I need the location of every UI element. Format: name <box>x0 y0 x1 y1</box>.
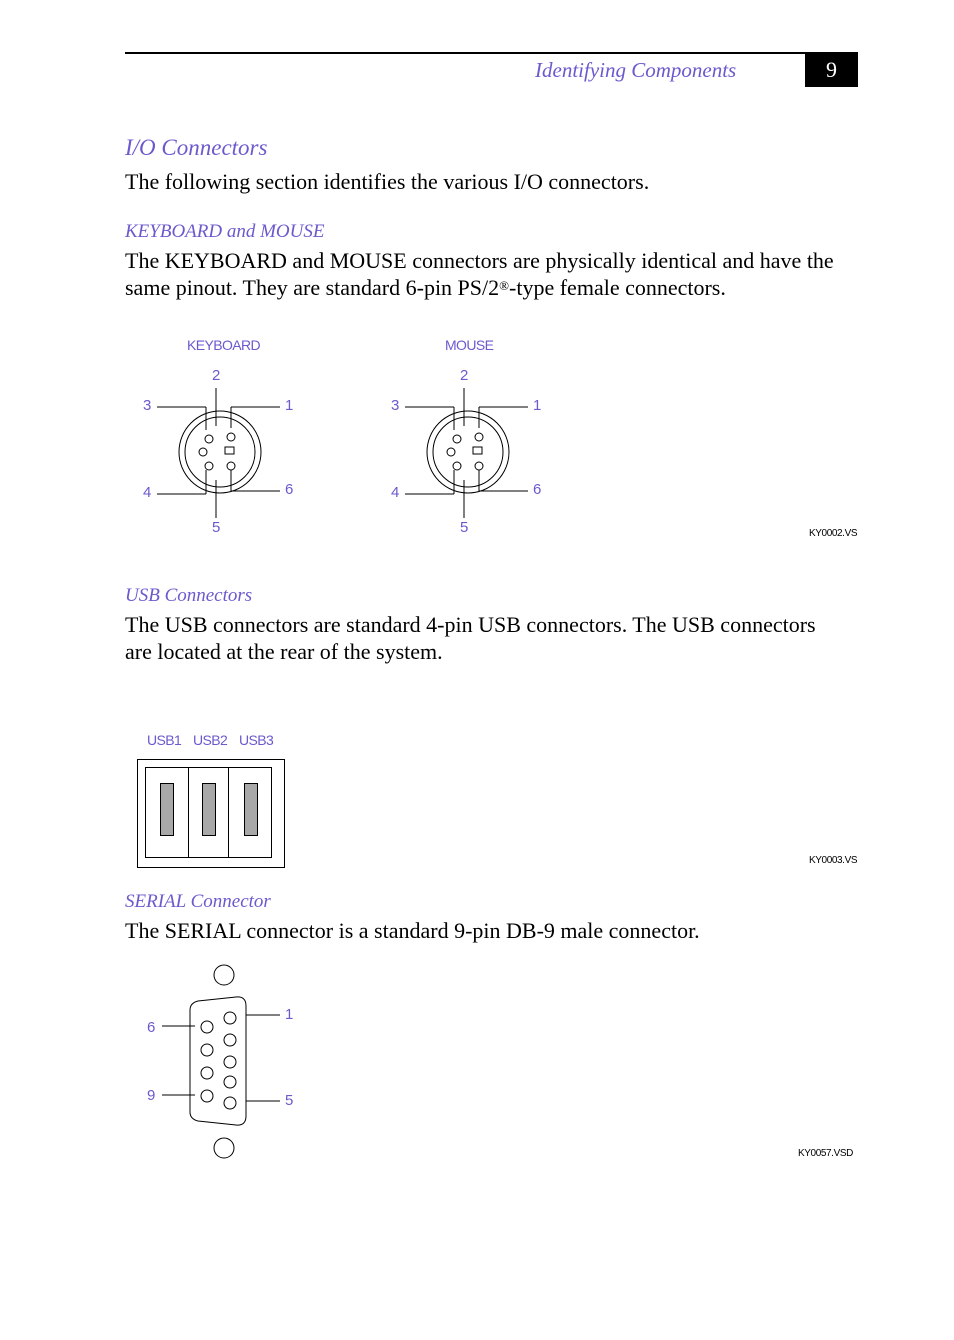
usb3-port-contact <box>245 784 258 836</box>
mouse-pin-5-label: 5 <box>460 519 469 536</box>
mouse-pin-4-label: 4 <box>391 484 400 501</box>
keyboard-pin-6-label: 6 <box>285 481 294 498</box>
mouse-label: MOUSE <box>445 337 494 353</box>
usb1-port-contact <box>161 784 174 836</box>
mouse-pin-3-label: 3 <box>391 397 400 414</box>
mouse-ps2-connector-diagram <box>388 360 558 540</box>
keyboard-mouse-text-part2: -type female connectors. <box>509 275 726 300</box>
keyboard-mouse-text-part1: The KEYBOARD and MOUSE connectors are physically identical and have the same pinout. They are standard 6-pin PS/2 <box>125 248 834 300</box>
serial-text: The SERIAL connector is a standard 9-pin DB-9 male connector. <box>125 918 700 943</box>
keyboard-mouse-text <box>125 247 845 301</box>
running-title: Identifying Components <box>535 58 737 82</box>
usb-text: The USB connectors are standard 4-pin USB connectors. The USB connectors are located at the rear of the system. <box>125 612 816 664</box>
subheading-keyboard-mouse: KEYBOARD and MOUSE <box>125 221 325 242</box>
serial-pin-5-label: 5 <box>285 1092 294 1109</box>
keyboard-ps2-connector-diagram <box>140 360 310 540</box>
mouse-pin-6-label: 6 <box>533 481 542 498</box>
mouse-pin-2-label: 2 <box>460 367 469 384</box>
keyboard-pin-3-label: 3 <box>143 397 152 414</box>
section-heading-io: I/O Connectors <box>125 135 268 160</box>
subheading-usb: USB Connectors <box>125 585 253 606</box>
figure-id-usb: KY0003.VS <box>809 855 858 866</box>
keyboard-pin-1-label: 1 <box>285 397 294 414</box>
serial-pin-9-label: 9 <box>147 1087 156 1104</box>
subheading-serial: SERIAL Connector <box>125 891 271 912</box>
serial-pin-6-label: 6 <box>147 1019 156 1036</box>
usb3-label: USB3 <box>239 732 274 748</box>
header-rule <box>125 52 858 54</box>
mouse-pin-1-label: 1 <box>533 397 542 414</box>
keyboard-label: KEYBOARD <box>187 337 260 353</box>
usb-ports-diagram <box>136 758 286 870</box>
registered-mark: ® <box>499 278 510 293</box>
io-intro-text: The following section identifies the various I/O connectors. <box>125 169 650 194</box>
keyboard-pin-4-label: 4 <box>143 484 152 501</box>
figure-id-keyboard-mouse: KY0002.VS <box>809 528 858 539</box>
serial-db9-connector-diagram <box>150 960 300 1165</box>
keyboard-pin-5-label: 5 <box>212 519 221 536</box>
figure-id-serial: KY0057.VSD <box>798 1148 853 1159</box>
serial-pin-1-label: 1 <box>285 1006 294 1023</box>
keyboard-pin-2-label: 2 <box>212 367 221 384</box>
usb2-label: USB2 <box>193 732 228 748</box>
usb1-label: USB1 <box>147 732 182 748</box>
usb2-port-contact <box>203 784 216 836</box>
page-number: 9 <box>805 54 858 87</box>
